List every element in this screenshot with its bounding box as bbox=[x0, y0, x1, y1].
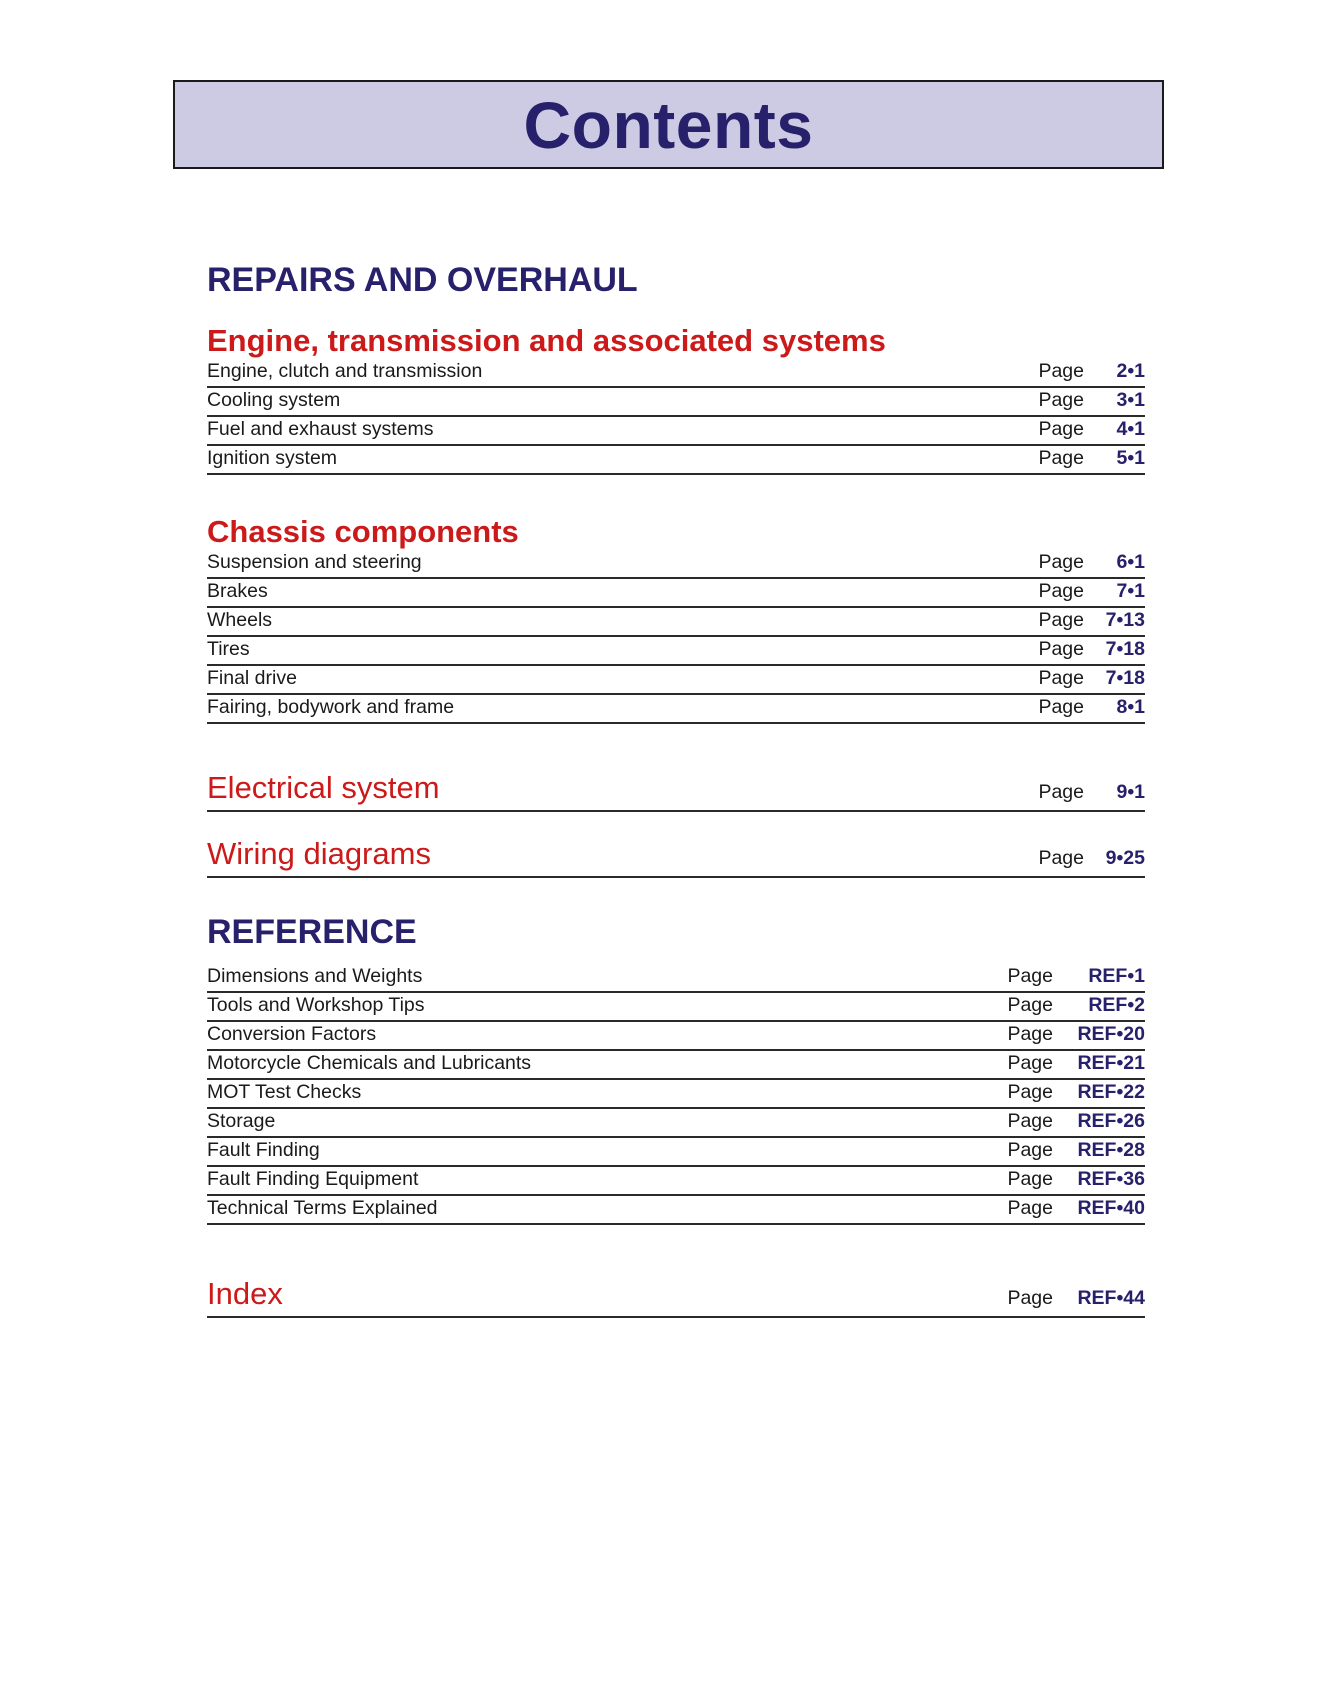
toc-label: Fault Finding Equipment bbox=[207, 1168, 419, 1190]
engine-group bbox=[207, 323, 1145, 475]
chassis-group bbox=[207, 514, 1145, 724]
toc-label: Wheels bbox=[207, 609, 273, 631]
group-heading-electrical: Electrical system bbox=[207, 770, 440, 805]
reference-section bbox=[207, 912, 1145, 952]
toc-label: MOT Test Checks bbox=[207, 1081, 362, 1103]
toc-row[interactable] bbox=[207, 359, 1145, 388]
toc-row[interactable] bbox=[207, 1167, 1145, 1196]
page-number: REF•20 bbox=[1077, 1023, 1145, 1045]
page-number: REF•26 bbox=[1077, 1110, 1145, 1132]
page-word: Page bbox=[1038, 580, 1084, 602]
toc-label: Fault Finding bbox=[207, 1139, 320, 1161]
page-number: 5•1 bbox=[1116, 447, 1145, 469]
page-word: Page bbox=[1038, 696, 1084, 718]
page-number: REF•22 bbox=[1077, 1081, 1145, 1103]
page-number: 7•13 bbox=[1105, 609, 1145, 631]
page-number: REF•21 bbox=[1077, 1052, 1145, 1074]
toc-row[interactable] bbox=[207, 1138, 1145, 1167]
page-number: 7•18 bbox=[1105, 638, 1145, 660]
page-word: Page bbox=[1007, 1052, 1053, 1074]
toc-label: Tools and Workshop Tips bbox=[207, 994, 425, 1016]
toc-row[interactable] bbox=[207, 1196, 1145, 1225]
toc-label: Fairing, bodywork and frame bbox=[207, 696, 455, 718]
toc-row[interactable] bbox=[207, 1080, 1145, 1109]
toc-row[interactable] bbox=[207, 579, 1145, 608]
toc-label: Cooling system bbox=[207, 389, 341, 411]
toc-label: Engine, clutch and transmission bbox=[207, 360, 483, 382]
page-number: 3•1 bbox=[1116, 389, 1145, 411]
page-word: Page bbox=[1038, 667, 1084, 689]
toc-label: Storage bbox=[207, 1110, 276, 1132]
page-word: Page bbox=[1007, 1110, 1053, 1132]
page-word: Page bbox=[1038, 389, 1084, 411]
toc-label: Tires bbox=[207, 638, 250, 660]
index-group bbox=[207, 1276, 1145, 1318]
page-number: 2•1 bbox=[1116, 360, 1145, 382]
page-word: Page bbox=[1007, 994, 1053, 1016]
contents-title-box bbox=[173, 80, 1164, 169]
page-word: Page bbox=[1007, 1023, 1053, 1045]
toc-row-electrical[interactable] bbox=[207, 770, 1145, 812]
page-title: Contents bbox=[523, 87, 814, 162]
page-word: Page bbox=[1038, 638, 1084, 660]
page-number: 7•18 bbox=[1105, 667, 1145, 689]
toc-row[interactable] bbox=[207, 388, 1145, 417]
page-number: REF•1 bbox=[1088, 965, 1145, 987]
repairs-section bbox=[207, 260, 1145, 300]
toc-row[interactable] bbox=[207, 417, 1145, 446]
toc-label: Brakes bbox=[207, 580, 268, 602]
page-word: Page bbox=[1038, 847, 1084, 869]
toc-row[interactable] bbox=[207, 446, 1145, 475]
toc-row[interactable] bbox=[207, 637, 1145, 666]
toc-row-index[interactable] bbox=[207, 1276, 1145, 1318]
page-word: Page bbox=[1007, 1139, 1053, 1161]
group-heading-index: Index bbox=[207, 1276, 283, 1311]
section-heading-reference: REFERENCE bbox=[207, 913, 417, 951]
toc-label: Dimensions and Weights bbox=[207, 965, 423, 987]
electrical-group bbox=[207, 770, 1145, 812]
group-heading-wiring: Wiring diagrams bbox=[207, 836, 431, 871]
toc-row-wiring[interactable] bbox=[207, 836, 1145, 878]
section-heading-repairs: REPAIRS AND OVERHAUL bbox=[207, 261, 638, 299]
page-number: 4•1 bbox=[1116, 418, 1145, 440]
page-word: Page bbox=[1038, 609, 1084, 631]
page-word: Page bbox=[1038, 447, 1084, 469]
page-number: REF•2 bbox=[1088, 994, 1145, 1016]
toc-row[interactable] bbox=[207, 695, 1145, 724]
toc-row[interactable] bbox=[207, 550, 1145, 579]
toc-row[interactable] bbox=[207, 964, 1145, 993]
toc-label: Motorcycle Chemicals and Lubricants bbox=[207, 1052, 532, 1074]
toc-row[interactable] bbox=[207, 1051, 1145, 1080]
page-word: Page bbox=[1007, 965, 1053, 987]
toc-label: Technical Terms Explained bbox=[207, 1197, 438, 1219]
toc-row[interactable] bbox=[207, 1109, 1145, 1138]
toc-row[interactable] bbox=[207, 608, 1145, 637]
wiring-group bbox=[207, 836, 1145, 878]
page-word: Page bbox=[1007, 1168, 1053, 1190]
page-word: Page bbox=[1038, 418, 1084, 440]
page-number: REF•36 bbox=[1077, 1168, 1145, 1190]
page-number: REF•44 bbox=[1077, 1287, 1145, 1309]
page-word: Page bbox=[1038, 551, 1084, 573]
toc-label: Fuel and exhaust systems bbox=[207, 418, 434, 440]
page-number: 6•1 bbox=[1116, 551, 1145, 573]
toc-row[interactable] bbox=[207, 993, 1145, 1022]
page-word: Page bbox=[1038, 781, 1084, 803]
toc-label: Conversion Factors bbox=[207, 1023, 377, 1045]
page-number: 9•1 bbox=[1116, 781, 1145, 803]
page-number: 9•25 bbox=[1105, 847, 1145, 869]
toc-label: Final drive bbox=[207, 667, 297, 689]
page-word: Page bbox=[1007, 1197, 1053, 1219]
toc-row[interactable] bbox=[207, 666, 1145, 695]
toc-row[interactable] bbox=[207, 1022, 1145, 1051]
page-word: Page bbox=[1007, 1081, 1053, 1103]
page-word: Page bbox=[1038, 360, 1084, 382]
group-heading-engine: Engine, transmission and associated systems bbox=[207, 323, 886, 358]
toc-label: Ignition system bbox=[207, 447, 338, 469]
reference-group bbox=[207, 964, 1145, 1225]
page-number: 7•1 bbox=[1116, 580, 1145, 602]
toc-label: Suspension and steering bbox=[207, 551, 422, 573]
page-number: REF•28 bbox=[1077, 1139, 1145, 1161]
page-number: REF•40 bbox=[1077, 1197, 1145, 1219]
page-word: Page bbox=[1007, 1287, 1053, 1309]
page-number: 8•1 bbox=[1116, 696, 1145, 718]
group-heading-chassis: Chassis components bbox=[207, 514, 519, 549]
